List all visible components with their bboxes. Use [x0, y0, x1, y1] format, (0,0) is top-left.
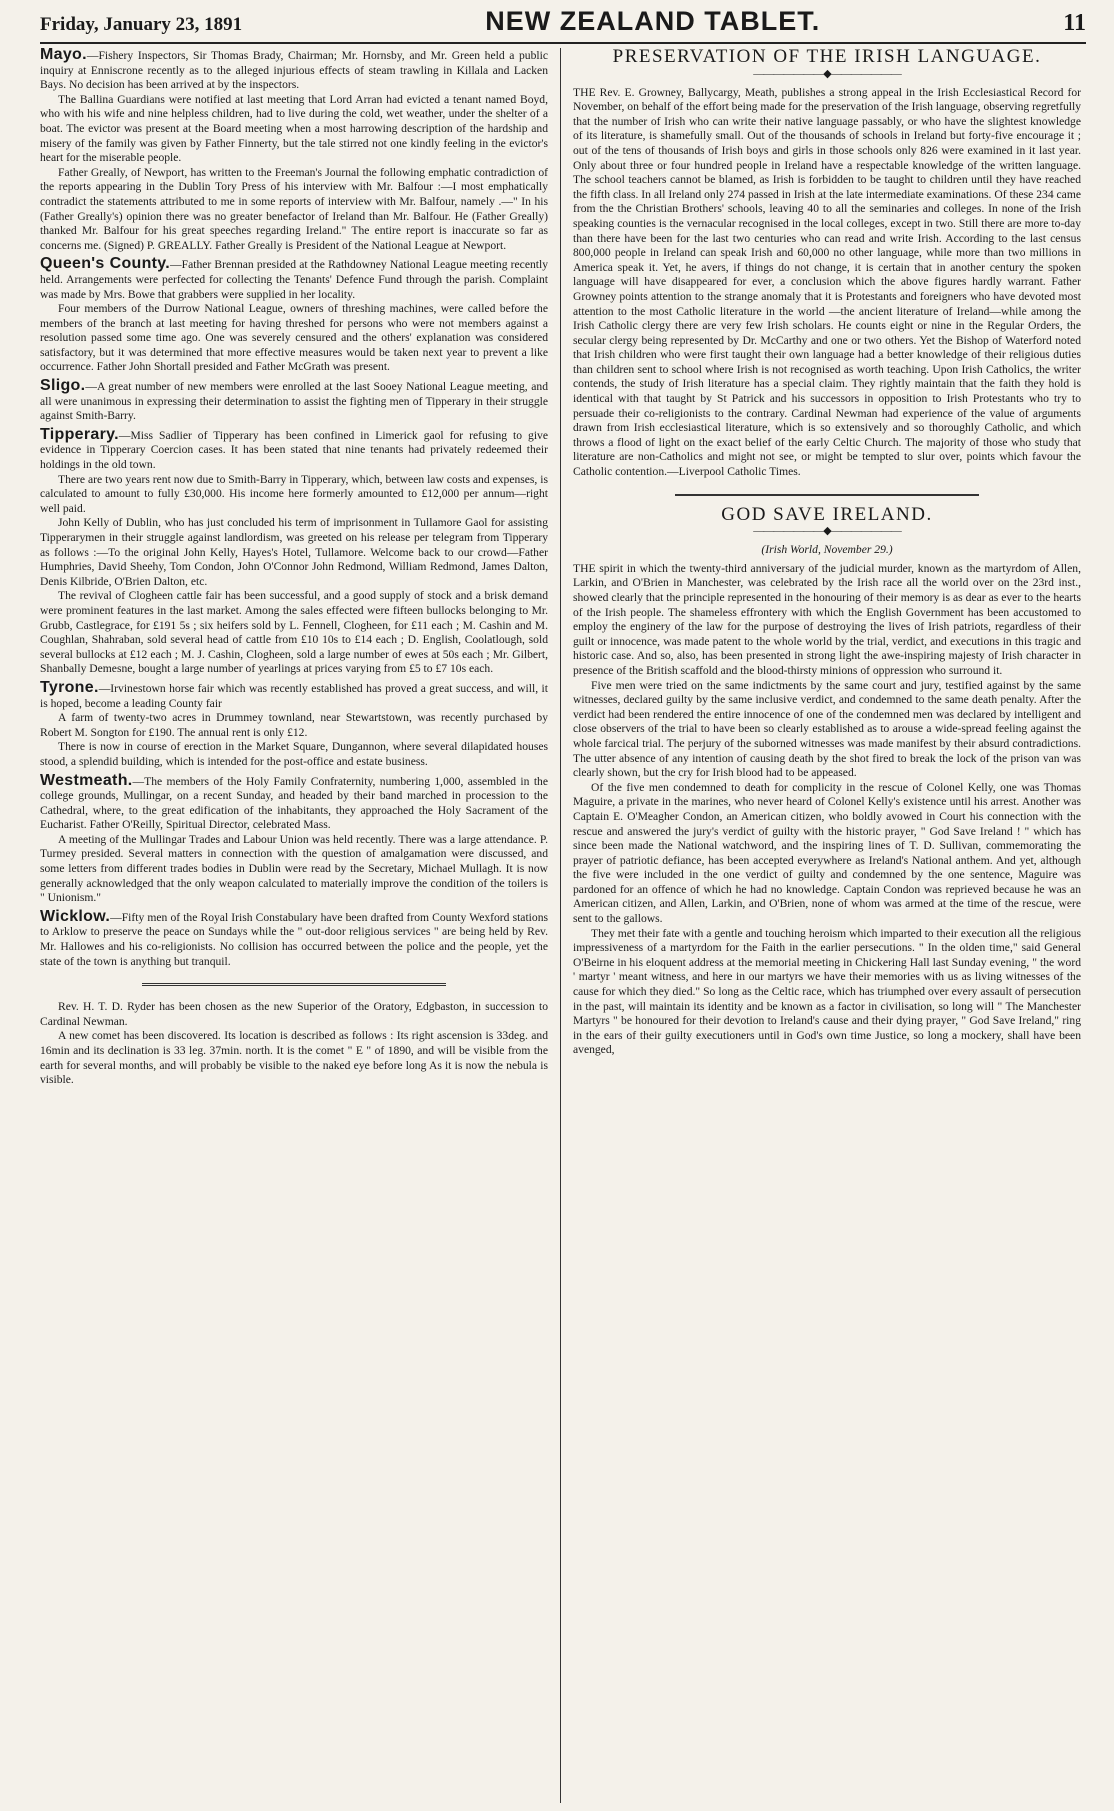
god-save-paragraph-2: Five men were tried on the same indictments by the same court and jury, testified against by the same witnesses, declared guilty by the same inclusive verdict, and condemned to the same death penalty. After the verdict had been rendered the entire innocence of one of the condemned men was declared by intelligent and close observers of the trial to have been so clearly established as to arouse a wide-spread feeling against the whole farcical trial. The perjury of the suborned witnesses was made manifest by their absurd contradictions. The utter absence of any intention of causing death by the shot fired to break the lock of the prison van was clearly shown, but the cry for Irish blood had to be appeased. [573, 678, 1081, 780]
irish-language-body: THE Rev. E. Growney, Ballycargy, Meath, publishes a strong appeal in the Irish Ecclesiastical Record for November, on behalf of the effort being made for the preservation of the Irish language, observing regretfully that the number of Irish who can write their native language passably, or who have the slightest knowledge of its literature, is shamefully small. Out of the thousands of schools in Ireland but forty-five encourage it ; out of the tens of thousands of Irish boys and girls in those schools only 826 were examined in it last year. Only about three or four hundred people in Ireland have a respectable knowledge of the written language. The school teachers cannot be blamed, as Irish is forbidden to be taught to children until they have reached the fifth class. In all Ireland only 274 passed in Irish at the late intermediate examinations. Of these 234 came from the the Christian Brothers' schools, leaving 40 to all the seminaries and colleges. In none of the Irish speaking counties is the vernacular recognised in the local colleges, except in two. Still there are more to-day than there have been for the last two centuries who can read and write Irish. According to the last census 800,000 people in Ireland can speak Irish and 60,000 no other language, while more than two millions in America speak it. Yet, he avers, if things do not change, it is certain that in another century the spoken language will have disappeared for ever, a conclusion which the above figures hardly warrant. Father Growney points attention to the strange anomaly that it is Protestants and foreigners who have devoted most attention to the most Catholic literature in the world —the ancient literature of Ireland—while among the Irish Catholic clergy there are very few Irish scholars. He counts eight or nine in the Regular Orders, the secular clergy being represented by Dr. McCarthy and one or two others. Yet the Bishop of Waterford noted that Irish children who were first taught their own language had a better knowledge of their religious duties than children sent to school where Irish is not recognised as worth teaching. Upon Irish Catholics, the writer contends, the study of Irish literature has a special claim. They rightly maintain that the faith they hold is identical with that taught by St Patrick and his successors in opposition to Irish Protestants who try to persuade their co-religionists to the contrary. Cardinal Newman had experience of the value of arguments drawn from Irish ecclesiastical literature, which is so extensively and so thoroughly Catholic, and which throws a flood of light on the exact belief of the early Celtic Church. The majority of those who study that literature are non-Catholics and might not see, or might be tempted to slur over, points which favour the Catholic contention.—Liverpool Catholic Times. [573, 85, 1081, 479]
sligo-section [40, 379, 548, 424]
wicklow-section [40, 907, 548, 969]
newspaper-title: NEW ZEALAND TABLET. [485, 6, 821, 36]
left-column [40, 48, 560, 1803]
tyrone-paragraph-3: There is now in course of erection in the Market Square, Dungannon, where several dilapidated houses stood, a splendid building, which is intended for the post-office and estate business. [40, 740, 548, 768]
mayo-heading: Mayo. [40, 48, 87, 63]
article-byline: (Irish World, November 29.) [761, 543, 893, 557]
westmeath-text-1: —The members of the Holy Family Confraternity, numbering 1,000, assembled in the college grounds, Mullingar, on a recent Sunday, and headed by their band marched in procession to the Cathedral, where, to the great edification of the inhabitants, they approached the Holy Sacrament of the Eucharist. Father O'Reilly, Spiritual Director, celebrated Mass. [40, 774, 548, 832]
god-save-ireland-article [573, 503, 1081, 1058]
sligo-paragraph-1 [40, 379, 548, 424]
queens-text-1: —Father Brennan presided at the Rathdowney National League meeting recently held. Arrangements were perfected for collecting the Tenants' Defence Fund through the parish. Complaint was made by Mrs. Bowe that grabbers were supplied in her locality. [40, 258, 548, 301]
mayo-section [40, 48, 548, 253]
masthead [40, 6, 1086, 44]
god-save-paragraph-1: THE spirit in which the twenty-third anniversary of the judicial murder, known as the martyrdom of Allen, Larkin, and O'Brien in Manchester, was celebrated by the Irish race all the world over on the 23rd inst., showed clearly that the principle represented in the honouring of their memory is as dear as ever to the hearts of the Irish people. The shameless effrontery with which the English Government has been accustomed to employ the enginery of the law for the purpose of destroying the lives of Irish patriots, regardless of their guilt or innocence, was made patent to the whole world by the trial, verdict, and executions in this tragic and historic case. And so, also, has been presented in strong light the awe-inspiring majesty of Irish character in presence of the British scaffold and the blood-thirsty minions of oppression who surround it. [573, 561, 1081, 677]
sligo-text-1: —A great number of new members were enrolled at the last Sooey National League meeting, and all were unanimous in expressing their determination to assist the fighting men of Tipperary in their struggle against Smith-Barry. [40, 380, 548, 423]
westmeath-heading: Westmeath. [40, 771, 133, 789]
oratory-paragraph: Rev. H. T. D. Ryder has been chosen as the new Superior of the Oratory, Edgbaston, in succession to Cardinal Newman. [40, 1000, 548, 1028]
irish-language-article [573, 50, 1081, 480]
mayo-paragraph-1 [40, 48, 548, 93]
tipperary-paragraph-4: The revival of Clogheen cattle fair has been successful, and a good supply of stock and a brisk demand were prominent features in the last market. Among the sales effected were fifteen bullocks belonging to Mr. Grubb, Castlegrace, for £191 5s ; six heifers sold by L. Fennell, Clogheen, for £11 each ; M. Cashin and M. Coughlan, Shahraban, sold several head of cattle from £10 10s to £14 each ; D. English, Coolatlough, sold several bullocks at £12 each ; M. J. Cashin, Clogheen, sold a large number of ewes at 50s each ; Mr. Gilbert, Shanbally Demesne, bought a large number of yearlings at prices varying from £5 to £7 10s each. [40, 589, 548, 676]
tyrone-heading: Tyrone. [40, 678, 99, 696]
queens-county-section [40, 257, 548, 375]
tyrone-paragraph-1 [40, 678, 548, 711]
god-save-paragraph-4: They met their fate with a gentle and touching heroism which imparted to their execution all the religious impressiveness of a martyrdom for the Faith in the earlier persecutions. " In the olden time," said General O'Beirne in his eloquent address at the memorial meeting in Chickering Hall last Sunday evening, " the word ' martyr ' meant witness, and here in our martyrs we have their memories with us as living witnesses of the cause for which they died." So long as the Celtic race, which has triumphed over every assault of persecution in the past, will maintain its identity and be known as a factor in civilisation, so long will " The Manchester Martyrs " be honoured for their devotion to Ireland's cause and their dying prayer, " God Save Ireland," ring in the ears of their guilty executioners until in God's own time Justice, so long a mockery, shall have been avenged, [573, 926, 1081, 1057]
article-title-god-save-ireland: GOD SAVE IRELAND. [721, 503, 933, 525]
queens-paragraph-1 [40, 257, 548, 302]
article-divider [675, 494, 980, 496]
ornament-divider-icon: ———————◆——————— [753, 525, 901, 538]
page-number: 11 [1063, 10, 1086, 36]
sligo-heading: Sligo. [40, 377, 86, 395]
tipperary-text-1: —Miss Sadlier of Tipperary has been confined in Limerick gaol for refusing to give evidence in Tipperary Coercion cases. It has been stated that nine tenants had privately redeemed their holdings in the old town. [40, 428, 548, 472]
tyrone-section [40, 678, 548, 770]
tipperary-paragraph-1 [40, 425, 548, 473]
tipperary-paragraph-3: John Kelly of Dublin, who has just concluded his term of imprisonment in Tullamore Gaol for assisting Tipperarymen in their struggle against landlordism, was greeted on his release per telegram from Tipperary as follows :—To the original John Kelly, Hayes's Hotel, Tullamore. Welcome back to our crowd—Father Humphries, David Sheehy, Tom Condon, John O'Connor John Redmond, William Redmond, James Dalton, Denis Kilbride, O'Brien Dalton, etc. [40, 516, 548, 588]
comet-paragraph: A new comet has been discovered. Its location is described as follows : Its right ascension is 33deg. and 16min and its declination is 33 leg. 37min. north. It is the comet " E " of 1890, and will be visible from the earth for several months, and will probably be visible to the naked eye before long As it is now the nebula is visible. [40, 1029, 548, 1087]
tipperary-heading: Tipperary. [40, 425, 119, 443]
right-column [560, 48, 1081, 1803]
mayo-text-1: —Fishery Inspectors, Sir Thomas Brady, Chairman; Mr. Hornsby, and Mr. Green held a public inquiry at Enniscrone recently as to the alleged injurious effects of steam trawling in Killala and Lacken Bays. No decision has been arrived at by the inspectors. [40, 49, 548, 92]
ornament-divider-icon: ———————◆——————— [753, 67, 901, 80]
westmeath-section [40, 771, 548, 906]
tyrone-text-1: —Irvinestown horse fair which was recently established has proved a great success, and will, it is hoped, become a leading County fair [40, 681, 548, 710]
mayo-paragraph-2: The Ballina Guardians were notified at last meeting that Lord Arran had evicted a tenant named Boyd, who with his wife and nine helpless children, had to live during the cold, wet weather, under the shelter of a boat. The evictor was present at the Board meeting when a most harrowing description of the hardship and misery of the family was given by Father Finnerty, but the tale stirred not one kindly feeling in the evictor's heart for the miserable people. [40, 92, 548, 165]
misc-news-section [40, 1000, 548, 1088]
westmeath-paragraph-2: A meeting of the Mullingar Trades and Labour Union was held recently. There was a large attendance. P. Turmey presided. Several matters in connection with the question of amalgamation were discussed, and some letters from different trades bodies in Dublin were read by the Secretary, Michael Mullagh. It is now generally acknowledged that the only weapon calculated to materially improve the condition of the toilers is " Unionism." [40, 832, 548, 905]
wicklow-paragraph-1 [40, 907, 548, 969]
article-title-irish-language: PRESERVATION OF THE IRISH LANGUAGE. [612, 48, 1042, 67]
tyrone-paragraph-2: A farm of twenty-two acres in Drummey townland, near Stewartstown, was recently purchased by Robert M. Songton for £190. The annual rent is only £12. [40, 711, 548, 739]
wicklow-heading: Wicklow. [40, 907, 111, 925]
tipperary-section [40, 425, 548, 677]
god-save-paragraph-3: Of the five men condemned to death for complicity in the rescue of Colonel Kelly, one was Thomas Maguire, a private in the marines, who never heard of Colonel Kelly's existence until his arrest. Another was Captain E. O'Meagher Condon, an American citizen, who boldly avowed in Court his connection with the rescue and answered the jury's verdict of guilty with the historic prayer, " God Save Ireland ! " which has since been made the National watchword, and the inspiring lines of T. D. Sullivan, commemorating the prayer of patriotic defiance, has been accepted everywhere as Ireland's National anthem. And yet, although the five were included in the one verdict of guilty and condemned by the one sentence, Maguire was pardoned for an offence of which he had no knowledge. Captain Condon was reprieved because he was an American citizen, and Allen, Larkin, and O'Brien, none of whom was armed at the time of the rescue, were sent to the gallows. [573, 780, 1081, 926]
columns [40, 48, 1086, 1803]
wicklow-text-1: —Fifty men of the Royal Irish Constabulary have been drafted from County Wexford stations to Arklow to preserve the peace on Sundays while the " out-door religious services " are being held by Rev. Mr. Hallowes and his co-religionists. No collision has occurred between the police and the people, yet the state of the town is anything but tranquil. [40, 910, 548, 968]
section-divider [142, 983, 447, 986]
mayo-paragraph-3: Father Greally, of Newport, has written to the Freeman's Journal the following emphatic contradiction of the reports appearing in the Dublin Tory Press of his interview with Mr. Balfour :—I most emphatically contradict the statements attributed to me in some reports of interview with Mr. Balfour, namely .—" In his (Father Greally's) opinion there was no greater benefactor of Ireland than Mr. Balfour. He (Father Greally) thanked Mr. Balfour for his great speeches regarding Ireland." The entire report is inaccurate so far as concerns me. (Signed) P. GREALLY. Father Greally is President of the National League at Newport. [40, 165, 548, 252]
queens-paragraph-2: Four members of the Durrow National League, owners of threshing machines, were called before the members of the branch at last meeting for having threshed for persons who were not members against a resolution passed some time ago. One was severely censured and the others' explanation was considered satisfactory, but it was determined that more effective measures would be taken next year to prevent a like occurrence. Father John Shortall presided and Father McGrath was present. [40, 302, 548, 374]
queens-county-heading: Queen's County. [40, 255, 171, 273]
issue-date: Friday, January 23, 1891 [40, 14, 243, 35]
westmeath-paragraph-1 [40, 771, 548, 833]
tipperary-paragraph-2: There are two years rent now due to Smith-Barry in Tipperary, which, between law costs and expenses, is calculated to amount to fully £30,000. His income here formerly amounted to £12,000 per annum—right well paid. [40, 472, 548, 515]
